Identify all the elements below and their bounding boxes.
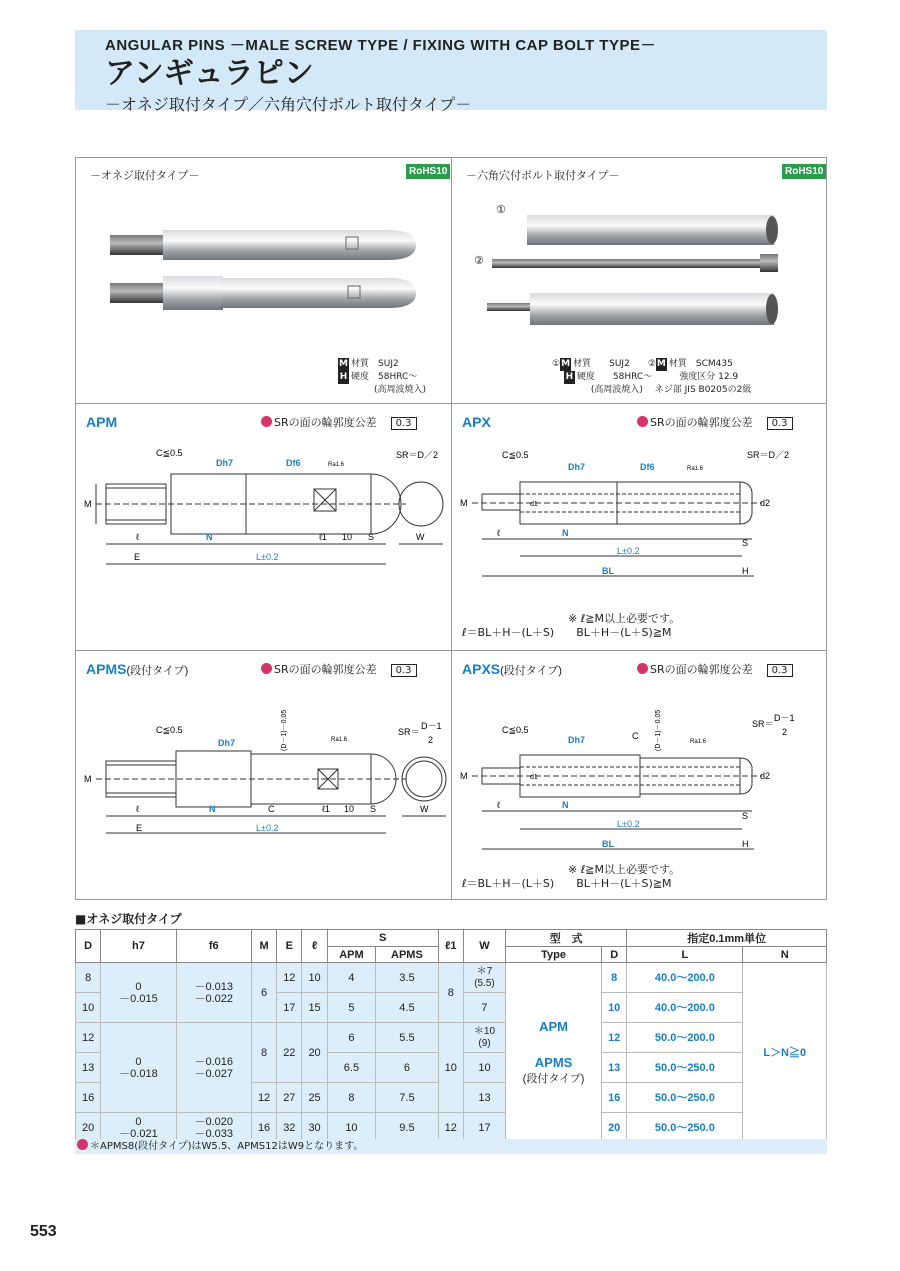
dim-l: ℓ [136,804,139,814]
dim-lt: L±0.2 [256,823,279,833]
apms-drawing [76,691,453,881]
dim-cc: C [268,804,275,814]
dim-c: C≦0.5 [502,450,529,460]
col-l1: ℓ1 [438,930,463,963]
warning-icon [637,416,648,427]
tolerance-note: SRの面の輪郭度公差 0.3 [261,661,417,677]
warning-icon [261,416,272,427]
col-N: N [743,947,827,963]
dim-sr: SR＝ [398,727,420,737]
header-english-title: ANGULAR PINS －MALE SCREW TYPE / FIXING WITH CAP BOLT TYPE－ [105,37,656,54]
col-type-d: D [602,947,627,963]
dim-l1: ℓ1 [319,532,327,542]
photo-title: －オネジ取付タイプ－ [90,169,200,182]
dim-df6: Df6 [286,458,301,468]
dim-c: C≦0.5 [156,725,183,735]
dim-lt: L±0.2 [256,552,279,562]
dim-d1: d1 [530,774,538,781]
drawing-panel-apm [75,403,452,651]
tolerance-note: SRの面の輪郭度公差 0.3 [261,414,417,430]
dim-dd: (D－1)－0.05 [281,709,288,751]
header-title: アンギュラピン [105,56,314,91]
roughness: Ra1.6 [328,462,345,468]
col-unit: 指定0.1mm単位 [627,930,827,947]
assembled-image [487,293,778,325]
formula-note: ※ ℓ≧M以上必要です。 ℓ＝BL＋H－(L＋S) BL＋H－(L＋S)≧M [462,863,681,890]
material-spec: ①M 材質 SUJ2 ②M 材質 SCM435 H 硬度 58HRC～ 強度区分 12.9 (高周波焼入) ネジ部 JIS B0205の2級 [552,359,752,395]
col-s: S [327,930,438,947]
apxs-drawing [452,691,828,861]
dim-df6: Df6 [640,462,655,472]
dim-s: S [742,538,749,548]
warning-icon [261,663,272,674]
dim-l: ℓ [497,528,500,538]
warning-icon [77,1139,88,1150]
table-row: 16 12 27 25 8 7.5 13 16 50.0～250.0 [76,1083,827,1113]
pin-image-1 [110,230,416,260]
table-row: 13 6.5 6 10 13 50.0～250.0 [76,1053,827,1083]
roughness: Ra1.6 [331,737,348,743]
col-l: ℓ [302,930,327,963]
dim-dh7: Dh7 [568,735,586,745]
dim-n: N [209,804,216,814]
spec-table [75,929,827,1143]
col-d: D [76,930,101,963]
table-footnote: ＊APMS8(段付タイプ)はW5.5、APMS12はW9となります。 [75,1139,827,1154]
dim-l1: ℓ1 [322,804,330,814]
cap-bolt-image [492,254,778,272]
col-type: 型 式 [506,930,627,947]
dim-h: H [742,566,749,576]
col-type-en: Type [506,947,602,963]
roughness: Ra1.6 [690,739,707,745]
dim-bl: BL [602,566,614,576]
apm-drawing [76,444,453,624]
col-m: M [251,930,276,963]
page-header [75,30,827,114]
dim-dh7: Dh7 [568,462,586,472]
col-e: E [277,930,302,963]
dim-10: 10 [342,532,353,542]
dim-sr-den: 2 [782,727,788,737]
n-value-cell: L＞N≧0 [743,963,827,1143]
dim-m: M [84,774,92,784]
photo-panel-male-screw [75,157,452,404]
col-s-apms: APMS [376,947,438,963]
type-cell: APM APMS (段付タイプ) [506,963,602,1143]
dim-cc: C [632,731,639,741]
sleeve-image [527,215,778,245]
dim-n: N [562,528,569,538]
dim-sr: SR＝D／2 [747,450,790,460]
dim-lt: L±0.2 [617,546,640,556]
dim-w: W [416,532,425,542]
dim-dh7: Dh7 [218,738,236,748]
dim-sr-num: D－1 [421,721,442,731]
dim-e: E [134,552,141,562]
page-number: 553 [30,1223,57,1240]
table-row: 8 0 －0.015 －0.013 －0.022 6 12 10 4 3.5 8 ＊7 (5.5) APM APMS (段付タイプ) 8 40.0～200.0 L＞N≧0 [76,963,827,993]
photo-panel-cap-bolt [451,157,827,404]
dim-h: H [742,839,749,849]
dim-m: M [460,498,468,508]
dim-dh7: Dh7 [216,458,234,468]
pin-photo [452,203,828,343]
material-spec: M 材質 SUJ2 H 硬度 58HRC～ (高周波焼入) [339,359,427,395]
photo-title: －六角穴付ボルト取付タイプ－ [466,169,620,182]
pin-image-2 [110,276,416,310]
header-subtitle: －オネジ取付タイプ／六角穴付ボルト取付タイプ－ [105,95,472,114]
dim-d2: d2 [760,771,771,781]
table-row: 12 0 －0.018 －0.016 －0.027 8 22 20 6 5.5 10 ＊10 (9) 12 50.0～200.0 [76,1023,827,1053]
dim-s: S [370,804,377,814]
dim-s: S [742,811,749,821]
dim-d1: d1 [530,501,538,508]
col-w: W [463,930,505,963]
dim-s: S [368,532,375,542]
dim-e: E [136,823,143,833]
dim-bl: BL [602,839,614,849]
formula-note: ※ ℓ≧M以上必要です。 ℓ＝BL＋H－(L＋S) BL＋H－(L＋S)≧M [462,612,681,639]
rohs-badge: RoHS10 [406,164,450,179]
model-name: APM [86,414,118,430]
dim-m: M [460,771,468,781]
drawing-panel-apx [451,403,827,651]
drawing-panel-apms [75,650,452,900]
dim-d2: d2 [760,498,771,508]
table-row: 20 0 －0.021 －0.020 －0.033 16 32 30 10 9.5 12 17 20 50.0～250.0 [76,1113,827,1143]
rohs-badge: RoHS10 [782,164,826,179]
dim-c: C≦0.5 [156,448,183,458]
model-name: APXS(段付タイプ) [462,661,562,677]
model-name: APMS(段付タイプ) [86,661,189,677]
dim-sr-den: 2 [428,735,434,745]
dim-sr: SR＝D／2 [396,450,439,460]
model-name: APX [462,414,491,430]
dim-m: M [84,499,92,509]
part-number-1: ① [496,203,506,216]
dim-c: C≦0.5 [502,725,529,735]
pin-photo [76,208,453,368]
dim-n: N [206,532,213,542]
dim-dd: (D－1)－0.05 [655,709,662,751]
drawing-panel-apxs [451,650,827,900]
col-f6: f6 [176,930,251,963]
dim-sr-num: D－1 [774,713,795,723]
dim-w: W [420,804,429,814]
dim-l: ℓ [136,532,139,542]
tolerance-note: SRの面の輪郭度公差 0.3 [637,414,793,430]
dim-l: ℓ [497,800,500,810]
apx-drawing [452,444,828,594]
col-s-apm: APM [327,947,376,963]
table-row: 10 17 15 5 4.5 7 10 40.0～200.0 [76,993,827,1023]
table-title: ■オネジ取付タイプ [75,912,182,926]
dim-lt: L±0.2 [617,819,640,829]
tolerance-note: SRの面の輪郭度公差 0.3 [637,661,793,677]
col-L: L [627,947,743,963]
col-h7: h7 [101,930,176,963]
dim-sr: SR＝ [752,719,774,729]
dim-n: N [562,800,569,810]
warning-icon [637,663,648,674]
dim-10: 10 [344,804,355,814]
part-number-2: ② [474,254,484,267]
roughness: Ra1.6 [687,466,704,472]
